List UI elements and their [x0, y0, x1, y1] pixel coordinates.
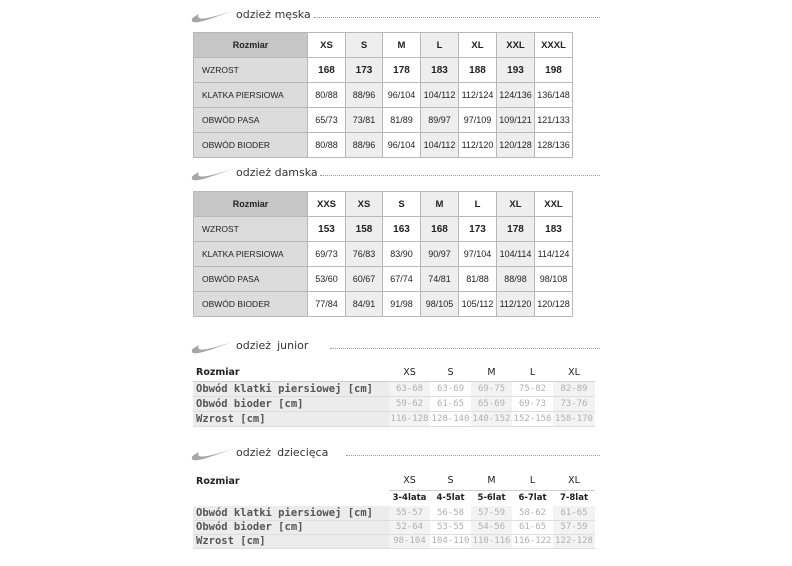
value-cell: 188	[459, 58, 497, 83]
value-cell: 84/91	[346, 292, 383, 317]
value-cell: 153	[308, 217, 346, 242]
dotted-divider	[330, 348, 600, 349]
value-cell: 122-128	[553, 534, 595, 548]
value-cell: 83/90	[383, 242, 421, 267]
value-cell: 81/89	[383, 108, 421, 133]
value-cell: 74/81	[421, 267, 459, 292]
size-cell: XL	[553, 364, 595, 381]
value-cell: 109/121	[497, 108, 535, 133]
row-label: Obwód klatki piersiowej [cm]	[193, 381, 389, 396]
value-cell: 80/88	[308, 83, 346, 108]
value-cell: 104-110	[431, 536, 470, 546]
value-cell: 104/114	[497, 242, 535, 267]
size-cell: XL	[553, 472, 595, 490]
table-row	[193, 520, 595, 534]
size-cell: L	[512, 472, 553, 490]
value-cell: 80/88	[308, 133, 346, 158]
size-cell: XS	[346, 192, 383, 217]
section-title-main: odzież	[236, 339, 272, 352]
nike-swoosh-icon	[190, 166, 234, 182]
value-cell: 124/136	[497, 83, 535, 108]
value-cell: 136/148	[535, 83, 573, 108]
size-cell: S	[346, 33, 383, 58]
size-cell: XL	[497, 192, 535, 217]
nike-swoosh-icon	[190, 339, 234, 355]
section-title: odzież damska	[236, 166, 318, 179]
value-cell: 88/96	[346, 133, 383, 158]
table-row	[194, 267, 573, 292]
table-row	[194, 217, 573, 242]
value-cell: 120/128	[535, 292, 573, 317]
size-cell: M	[471, 472, 512, 490]
table-row	[193, 506, 595, 520]
value-cell: 61-65	[553, 506, 595, 520]
age-cell: 3-4lata	[392, 493, 427, 504]
value-cell: 65/73	[308, 108, 346, 133]
header-label: Rozmiar	[193, 364, 389, 381]
value-cell: 73-76	[553, 396, 595, 411]
value-cell: 96/104	[383, 133, 421, 158]
size-cell: XS	[389, 472, 430, 490]
value-cell: 116-122	[513, 536, 552, 546]
size-cell: XXS	[308, 192, 346, 217]
section-subtitle: junior	[277, 339, 309, 352]
value-cell: 53/60	[308, 267, 346, 292]
value-cell: 121/133	[535, 108, 573, 133]
value-cell: 55-57	[389, 506, 430, 520]
size-header-row	[193, 472, 595, 490]
table-row	[194, 58, 573, 83]
table-row	[194, 133, 573, 158]
value-cell: 63-68	[389, 381, 430, 396]
value-cell: 97/104	[459, 242, 497, 267]
table-row	[193, 381, 595, 396]
size-cell: XXL	[497, 33, 535, 58]
header-label: Rozmiar	[194, 192, 308, 217]
row-label: OBWÓD BIODER	[194, 292, 308, 317]
row-label: Obwód bioder [cm]	[193, 520, 389, 534]
value-cell: 82-89	[553, 381, 595, 396]
row-label: Wzrost [cm]	[193, 534, 389, 548]
value-cell: 98-104	[389, 534, 430, 548]
value-cell: 120/128	[497, 133, 535, 158]
value-cell: 168	[308, 58, 346, 83]
value-cell: 183	[421, 58, 459, 83]
value-cell: 76/83	[346, 242, 383, 267]
size-cell: L	[421, 33, 459, 58]
section-title	[236, 339, 308, 352]
table-row	[194, 292, 573, 317]
row-label: KLATKA PIERSIOWA	[194, 242, 308, 267]
table-row	[194, 242, 573, 267]
value-cell: 67/74	[383, 267, 421, 292]
row-label: OBWÓD PASA	[194, 108, 308, 133]
size-header-row	[194, 192, 573, 217]
row-label: WZROST	[194, 217, 308, 242]
value-cell: 158	[346, 217, 383, 242]
section-header-men	[190, 6, 600, 26]
value-cell: 114/124	[535, 242, 573, 267]
section-title: odzież męska	[236, 8, 311, 21]
size-cell: L	[512, 364, 553, 381]
value-cell: 140-152	[471, 411, 512, 426]
value-cell: 116-128	[389, 411, 430, 426]
value-cell: 110-116	[472, 536, 511, 546]
value-cell: 152-158	[512, 411, 553, 426]
row-label: Obwód bioder [cm]	[193, 396, 389, 411]
header-label: Rozmiar	[194, 33, 308, 58]
value-cell: 56-58	[430, 506, 471, 520]
age-cell: 5-6lat	[477, 493, 506, 504]
size-header-row	[194, 33, 573, 58]
kids-size-table	[193, 472, 595, 549]
row-label: KLATKA PIERSIOWA	[194, 83, 308, 108]
value-cell: 105/112	[459, 292, 497, 317]
value-cell: 178	[497, 217, 535, 242]
value-cell: 61-65	[512, 520, 553, 534]
value-cell: 90/97	[421, 242, 459, 267]
value-cell: 89/97	[421, 108, 459, 133]
value-cell: 58-62	[512, 506, 553, 520]
value-cell: 75-82	[512, 381, 553, 396]
women-size-table	[193, 191, 573, 317]
section-header-kids	[190, 444, 600, 464]
junior-size-table	[193, 364, 595, 427]
value-cell: 193	[497, 58, 535, 83]
section-subtitle: dziecięca	[277, 446, 329, 459]
size-cell: S	[383, 192, 421, 217]
value-cell: 91/98	[383, 292, 421, 317]
size-cell: XXL	[535, 192, 573, 217]
value-cell: 57-59	[471, 506, 512, 520]
value-cell: 57-59	[553, 520, 595, 534]
value-cell: 59-62	[389, 396, 430, 411]
value-cell: 158-170	[553, 411, 595, 426]
section-header-women	[190, 164, 600, 184]
value-cell: 112/124	[459, 83, 497, 108]
value-cell: 54-56	[471, 520, 512, 534]
value-cell: 53-55	[430, 520, 471, 534]
value-cell: 112/120	[459, 133, 497, 158]
value-cell: 128-140	[430, 411, 471, 426]
header-label: Rozmiar	[196, 475, 240, 487]
value-cell: 88/98	[497, 267, 535, 292]
size-cell: XL	[459, 33, 497, 58]
section-title	[236, 446, 328, 459]
dotted-divider	[346, 455, 600, 456]
value-cell: 88/96	[346, 83, 383, 108]
value-cell: 96/104	[383, 83, 421, 108]
value-cell: 73/81	[346, 108, 383, 133]
size-cell: S	[430, 364, 471, 381]
age-cell: 7-8lat	[559, 493, 589, 504]
row-label: OBWÓD PASA	[194, 267, 308, 292]
nike-swoosh-icon	[190, 446, 234, 462]
value-cell: 65-69	[471, 396, 512, 411]
value-cell: 163	[383, 217, 421, 242]
row-label: WZROST	[194, 58, 308, 83]
value-cell: 98/105	[421, 292, 459, 317]
nike-swoosh-icon	[190, 8, 234, 24]
value-cell: 98/108	[535, 267, 573, 292]
value-cell: 178	[383, 58, 421, 83]
value-cell: 198	[535, 58, 573, 83]
size-cell: L	[459, 192, 497, 217]
size-cell: M	[471, 364, 512, 381]
value-cell: 63-69	[430, 381, 471, 396]
size-cell: M	[421, 192, 459, 217]
age-cell: 6-7lat	[518, 493, 547, 504]
value-cell: 168	[421, 217, 459, 242]
value-cell: 97/109	[459, 108, 497, 133]
value-cell: 183	[535, 217, 573, 242]
value-cell: 69/73	[308, 242, 346, 267]
row-label: Wzrost [cm]	[193, 411, 389, 426]
value-cell: 69-75	[471, 381, 512, 396]
table-row	[193, 534, 595, 548]
size-header-row	[193, 364, 595, 381]
value-cell: 77/84	[308, 292, 346, 317]
table-row	[194, 83, 573, 108]
row-label: Obwód klatki piersiowej [cm]	[193, 506, 389, 520]
size-cell: XXXL	[535, 33, 573, 58]
value-cell: 60/67	[346, 267, 383, 292]
age-row-spacer	[193, 490, 389, 506]
value-cell: 104/112	[421, 133, 459, 158]
table-row	[193, 396, 595, 411]
value-cell: 128/136	[535, 133, 573, 158]
size-cell: S	[430, 472, 471, 490]
value-cell: 81/88	[459, 267, 497, 292]
age-cell: 4-5lat	[436, 493, 465, 504]
size-cell: XS	[308, 33, 346, 58]
dotted-divider	[314, 17, 600, 18]
section-title-main: odzież	[236, 446, 272, 459]
value-cell: 52-64	[389, 520, 430, 534]
section-header-junior	[190, 337, 600, 357]
men-size-table	[193, 32, 573, 158]
table-row	[193, 411, 595, 426]
row-label: OBWÓD BIODER	[194, 133, 308, 158]
size-cell: M	[383, 33, 421, 58]
value-cell: 104/112	[421, 83, 459, 108]
value-cell: 173	[346, 58, 383, 83]
age-row	[193, 490, 595, 506]
value-cell: 61-65	[430, 396, 471, 411]
table-row	[194, 108, 573, 133]
value-cell: 173	[459, 217, 497, 242]
size-cell: XS	[389, 364, 430, 381]
value-cell: 69-73	[512, 396, 553, 411]
value-cell: 112/120	[497, 292, 535, 317]
dotted-divider	[320, 175, 600, 176]
